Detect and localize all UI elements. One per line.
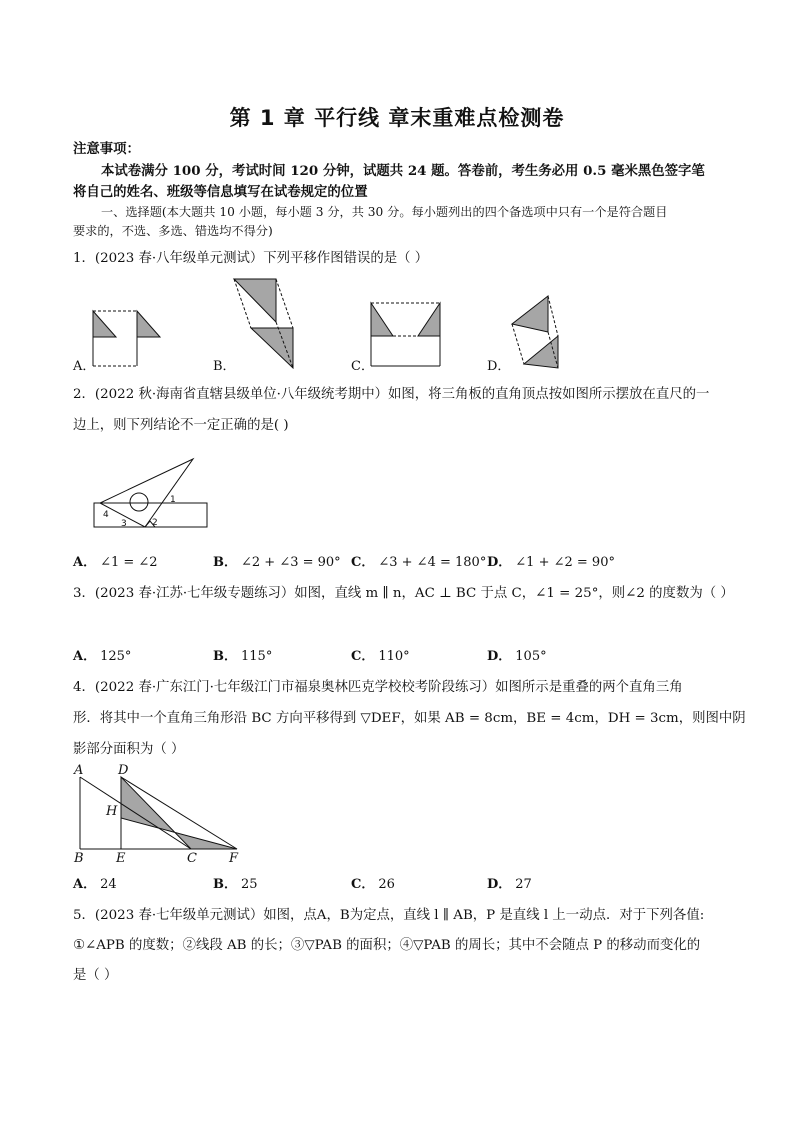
q3-option-a-key: A． [73,649,97,664]
q1-option-d: D． [487,359,511,374]
notice-line-1: 本试卷满分 100 分，考试时间 120 分钟，试题共 24 题。答卷前，考生务必用 0.5 毫米黑色签字笔 [101,163,705,179]
q4-option-a-text: 24 [100,877,117,892]
q4-figure-triangles [72,760,247,865]
question-4-stem-line-1: 4．(2022 春·广东江门·七年级江门市福泉奥林匹克学校校考阶段练习）如图所示是重叠的两个直角三角 [73,680,683,695]
q4-label-f: F [229,851,239,866]
q2-option-a-key: A． [73,555,97,570]
question-3-stem: 3．(2023 春·江苏·七年级专题练习）如图，直线 m ∥ n，AC ⊥ BC 于点 C，∠1 = 25°，则∠2 的度数为（ ） [73,586,734,601]
page-title: 第 1 章 平行线 章末重难点检测卷 [229,106,565,130]
q4-option-a-key: A． [73,877,97,892]
q2-label-4: 4 [103,510,109,520]
q4-label-h: H [106,804,118,819]
q3-option-d-text: 105° [515,649,547,664]
question-4-stem-line-3: 影部分面积为（ ） [73,742,185,757]
section-heading-line-2: 要求的，不选、多选、错选均不得分) [73,224,273,238]
q4-label-b: B [74,851,84,866]
q2-option-c-key: C． [351,555,375,570]
section-heading-line-1: 一、选择题(本大题共 10 小题，每小题 3 分，共 30 分。每小题列出的四个备选项中只有一个是符合题目 [101,205,668,219]
notice-line-2: 将自己的姓名、班级等信息填写在试卷规定的位置 [73,184,368,200]
q1-option-c: C． [351,359,374,374]
q3-option-c-text: 110° [378,649,410,664]
q4-option-b-key: B． [213,877,237,892]
q4-label-d: D [118,763,129,778]
q3-option-a [73,645,131,664]
question-5-stem-line-3: 是（ ） [73,968,118,983]
q3-option-a-text: 125° [100,649,132,664]
q3-option-c-key: C． [351,649,375,664]
q2-label-1: 1 [170,495,176,505]
q2-figure-ruler-triangle [92,457,212,532]
question-1-stem: 1．(2023 春·八年级单元测试）下列平移作图错误的是（ ） [73,251,429,266]
q2-option-c-text: ∠3 + ∠4 = 180° [378,555,487,570]
q2-option-b-key: B． [213,555,237,570]
question-2-stem-line-2: 边上，则下列结论不一定正确的是( ) [73,418,289,433]
question-2-stem-line-1: 2．(2022 秋·海南省直辖县级单位·八年级统考期中）如图，将三角板的直角顶点按如图所示摆放在直尺的一 [73,387,710,402]
q2-label-3: 3 [121,519,127,529]
q3-option-c [351,645,410,664]
q4-option-c-key: C． [351,877,375,892]
q2-option-d-key: D． [487,555,512,570]
notice-heading: 注意事项： [73,141,140,157]
q4-label-e: E [116,851,126,866]
question-4-stem-line-2: 形．将其中一个直角三角形沿 BC 方向平移得到 ▽DEF，如果 AB = 8cm，BE = 4cm，DH = 3cm，则图中阴 [73,711,746,726]
q2-label-2: 2 [152,518,158,528]
q1-figure-a [90,308,165,368]
question-5-stem-line-2: ①∠APB 的度数；②线段 AB 的长；③▽PAB 的面积；④▽PAB 的周长；其中不会随点 P 的移动而变化的 [73,938,701,953]
q1-figure-d [510,294,570,374]
q4-option-c-text: 26 [378,877,395,892]
q4-option-d [487,873,532,892]
q3-option-b-text: 115° [241,649,273,664]
q2-option-c [351,551,486,570]
q2-option-a-text: ∠1 = ∠2 [100,555,158,570]
q4-option-b [213,873,258,892]
q4-label-c: C [187,851,197,866]
q3-option-d-key: D． [487,649,512,664]
q1-option-a: A． [73,359,96,374]
q2-option-d-text: ∠1 + ∠2 = 90° [515,555,615,570]
q1-option-b: B． [213,359,236,374]
q2-option-d [487,551,615,570]
q4-option-d-key: D． [487,877,512,892]
q4-option-c [351,873,395,892]
q4-option-a [73,873,117,892]
q2-option-b-text: ∠2 + ∠3 = 90° [241,555,341,570]
q3-option-b-key: B． [213,649,237,664]
q4-option-b-text: 25 [241,877,258,892]
q2-option-b [213,551,341,570]
q2-option-a [73,551,158,570]
q4-label-a: A [74,763,84,778]
q3-option-d [487,645,547,664]
q3-option-b [213,645,272,664]
q4-option-d-text: 27 [515,877,532,892]
q1-figure-c [369,300,449,370]
q1-figure-b [230,276,305,366]
question-5-stem-line-1: 5．(2023 春·七年级单元测试）如图，点A，B为定点，直线 l ∥ AB，P 是直线 l 上一动点．对于下列各值: [73,908,705,923]
